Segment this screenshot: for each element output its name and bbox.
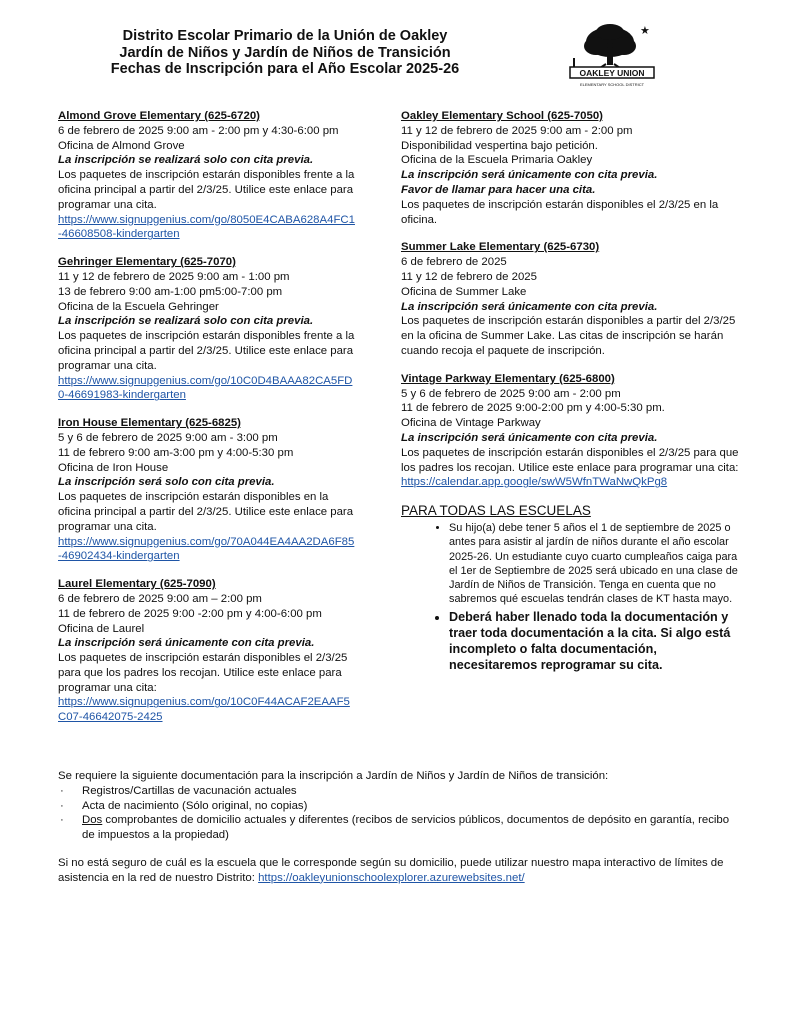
appointment-note: La inscripción se realizará solo con cita previa. (58, 154, 314, 167)
documentation-warning-item: • Deberá haber llenado toda la documentación y traer toda documentación a la cita. Si algo está incompleto o falta documentación, necesitaremos reprogramar su cita. (449, 610, 741, 673)
date-line: 11 y 12 de febrero de 2025 (401, 270, 537, 283)
all-schools-section (401, 503, 741, 673)
appointment-note: La inscripción será únicamente con cita previa. (58, 637, 315, 650)
school-summer-lake (401, 240, 741, 358)
bullet-icon: · (60, 799, 64, 812)
office-line: Oficina de Vintage Parkway (401, 417, 541, 430)
left-column (58, 109, 358, 738)
packet-info: Los paquetes de inscripción estarán disponibles en la oficina principal a partir del 2/3/25. Utilice este enlace para programar una cita. (58, 491, 354, 533)
appointment-note: La inscripción se realizará solo con cita previa. (58, 315, 314, 328)
oakley-union-logo (566, 22, 658, 92)
packet-info: Los paquetes de inscripción estarán disponibles el 2/3/25 para que los padres los recojan. Utilice este enlace para programar una cita: (401, 446, 739, 474)
signup-link[interactable]: https://www.signupgenius.com/go/10C0D4BAAA82CA5FD0-46691983-kindergarten (58, 374, 353, 402)
school-vintage-parkway (401, 372, 741, 490)
date-line: 11 de febrero 9:00 am-3:00 pm y 4:00-5:30 pm (58, 446, 294, 459)
requirements-section (58, 769, 738, 886)
school-heading: Vintage Parkway Elementary (625-6800) (401, 372, 615, 385)
requirements-list (58, 784, 738, 843)
title-line-3: Fechas de Inscripción para el Año Escolar 2025-26 (110, 61, 460, 77)
appointment-note: La inscripción será únicamente con cita previa. (401, 169, 658, 182)
requirement-item (58, 784, 738, 799)
appointment-note: La inscripción será únicamente con cita previa. (401, 431, 658, 444)
school-heading: Summer Lake Elementary (625-6730) (401, 241, 600, 254)
school-oakley (401, 109, 741, 227)
star-icon: ★ (640, 25, 650, 37)
requirement-emphasis: Dos (82, 814, 103, 827)
date-line: 5 y 6 de febrero de 2025 9:00 am - 3:00 pm (58, 431, 278, 444)
document-title (60, 28, 510, 78)
school-heading: Oakley Elementary School (625-7050) (401, 110, 603, 122)
appointment-note: La inscripción será solo con cita previa. (58, 476, 275, 489)
date-line: 6 de febrero de 2025 9:00 am - 2:00 pm y 4:30-6:00 pm (58, 124, 339, 137)
footer-text: Si no está seguro de cuál es la escuela que le corresponde según su domicilio, puede utilizar nuestro mapa interactivo de límites de asistencia en la red de nuestro Distrito: (58, 856, 724, 884)
requirement-text: Registros/Cartillas de vacunación actuales (82, 784, 297, 797)
title-line-2: Jardín de Niños y Jardín de Niños de Transición (119, 44, 451, 61)
signup-link[interactable]: https://www.signupgenius.com/go/70A044EA4AA2DA6F85-46902434-kindergarten (58, 535, 355, 563)
requirement-text: comprobantes de domicilio actuales y diferentes (recibos de servicios públicos, documentos de depósito en garantía, recibo de impuestos a la propiedad) (82, 814, 730, 842)
date-line: 5 y 6 de febrero de 2025 9:00 am - 2:00 pm (401, 387, 621, 400)
office-line: Oficina de Summer Lake (401, 285, 527, 298)
school-heading: Almond Grove Elementary (625-6720) (58, 110, 260, 122)
all-schools-title: PARA TODAS LAS ESCUELAS (401, 503, 591, 519)
boundary-map-link[interactable]: https://oakleyunionschoolexplorer.azurewebsites.net/ (258, 871, 525, 884)
signup-link[interactable]: https://www.signupgenius.com/go/10C0F44ACAF2EAAF5C07-46642075-2425 (58, 696, 350, 724)
requirement-item (58, 799, 738, 814)
calendar-link[interactable]: https://calendar.app.google/swW5WfnTWaNwQkPg8 (401, 476, 668, 489)
availability-line: Disponibilidad vespertina bajo petición. (401, 139, 598, 152)
packet-info: Los paquetes de inscripción estarán disponibles el 2/3/25 para que los padres los recojan. Utilice este enlace para programar una cita: (58, 652, 348, 694)
date-line: 11 de febrero de 2025 9:00-2:00 pm y 4:00-5:30 pm. (401, 402, 665, 415)
requirement-item (58, 813, 738, 843)
school-gehringer (58, 255, 358, 403)
tree-icon (574, 24, 636, 68)
requirement-text: Acta de nacimiento (Sólo original, no copias) (82, 799, 308, 812)
office-line: Oficina de Almond Grove (58, 139, 185, 152)
logo-subtitle: ELEMENTARY SCHOOL DISTRICT (579, 82, 645, 87)
school-heading: Laurel Elementary (625-7090) (58, 578, 216, 591)
school-iron-house (58, 416, 358, 564)
logo-name: OAKLEY UNION (579, 68, 645, 78)
office-line: Oficina de la Escuela Primaria Oakley (401, 154, 593, 167)
age-requirement-item: • Su hijo(a) debe tener 5 años el 1 de septiembre de 2025 o antes para asistir al jardín de niños durante el año escolar 2025-26. Un estudiante cuyo cuarto cumpleaños caiga para el 1er de Septiembre de 2025 será ubicado en una clase de Jardín de Niños de Transición. Tenga en cuenta que no sabremos qué escuelas tendrán clases de KT hasta mayo. (449, 521, 741, 606)
signup-link[interactable]: https://www.signupgenius.com/go/8050E4CABA628A4FC1-46608508-kindergarten (58, 213, 355, 241)
date-line: 13 de febrero 9:00 am-1:00 pm5:00-7:00 pm (58, 285, 283, 298)
packet-info: Los paquetes de inscripción estarán disponibles a partir del 2/3/25 en la oficina de Summer Lake. Las citas de inscripción se harán cuando recoja el paquete de inscripción. (401, 315, 736, 357)
call-note: Favor de llamar para hacer una cita. (401, 183, 596, 196)
bullet-icon: · (60, 814, 64, 827)
date-line: 11 y 12 de febrero de 2025 9:00 am - 2:00 pm (401, 124, 633, 137)
office-line: Oficina de Iron House (58, 461, 169, 474)
packet-info: Los paquetes de inscripción estarán disponibles frente a la oficina principal a partir del 2/3/25. Utilice este enlace para programar una cita. (58, 330, 355, 372)
all-schools-list (401, 521, 741, 673)
right-column (401, 109, 741, 678)
date-line: 11 de febrero de 2025 9:00 -2:00 pm y 4:00-6:00 pm (58, 607, 322, 620)
school-laurel (58, 577, 358, 725)
school-almond-grove (58, 109, 358, 242)
title-line-1: Distrito Escolar Primario de la Unión de Oakley (122, 28, 448, 44)
date-line: 6 de febrero de 2025 (401, 256, 507, 269)
date-line: 11 y 12 de febrero de 2025 9:00 am - 1:00 pm (58, 270, 290, 283)
packet-info: Los paquetes de inscripción estarán disponibles frente a la oficina principal a partir del 2/3/25. Utilice este enlace para programar una cita. (58, 169, 355, 211)
bullet-icon: · (60, 784, 64, 797)
appointment-note: La inscripción será únicamente con cita previa. (401, 300, 658, 313)
school-heading: Iron House Elementary (625-6825) (58, 417, 241, 430)
requirements-intro: Se requiere la siguiente documentación para la inscripción a Jardín de Niños y Jardín de Niños de transición: (58, 770, 609, 782)
office-line: Oficina de la Escuela Gehringer (58, 300, 219, 313)
office-line: Oficina de Laurel (58, 622, 145, 635)
footer-paragraph (58, 856, 738, 886)
packet-info: Los paquetes de inscripción estarán disponibles el 2/3/25 en la oficina. (401, 198, 719, 226)
date-line: 6 de febrero de 2025 9:00 am – 2:00 pm (58, 592, 262, 605)
school-heading: Gehringer Elementary (625-7070) (58, 256, 236, 269)
